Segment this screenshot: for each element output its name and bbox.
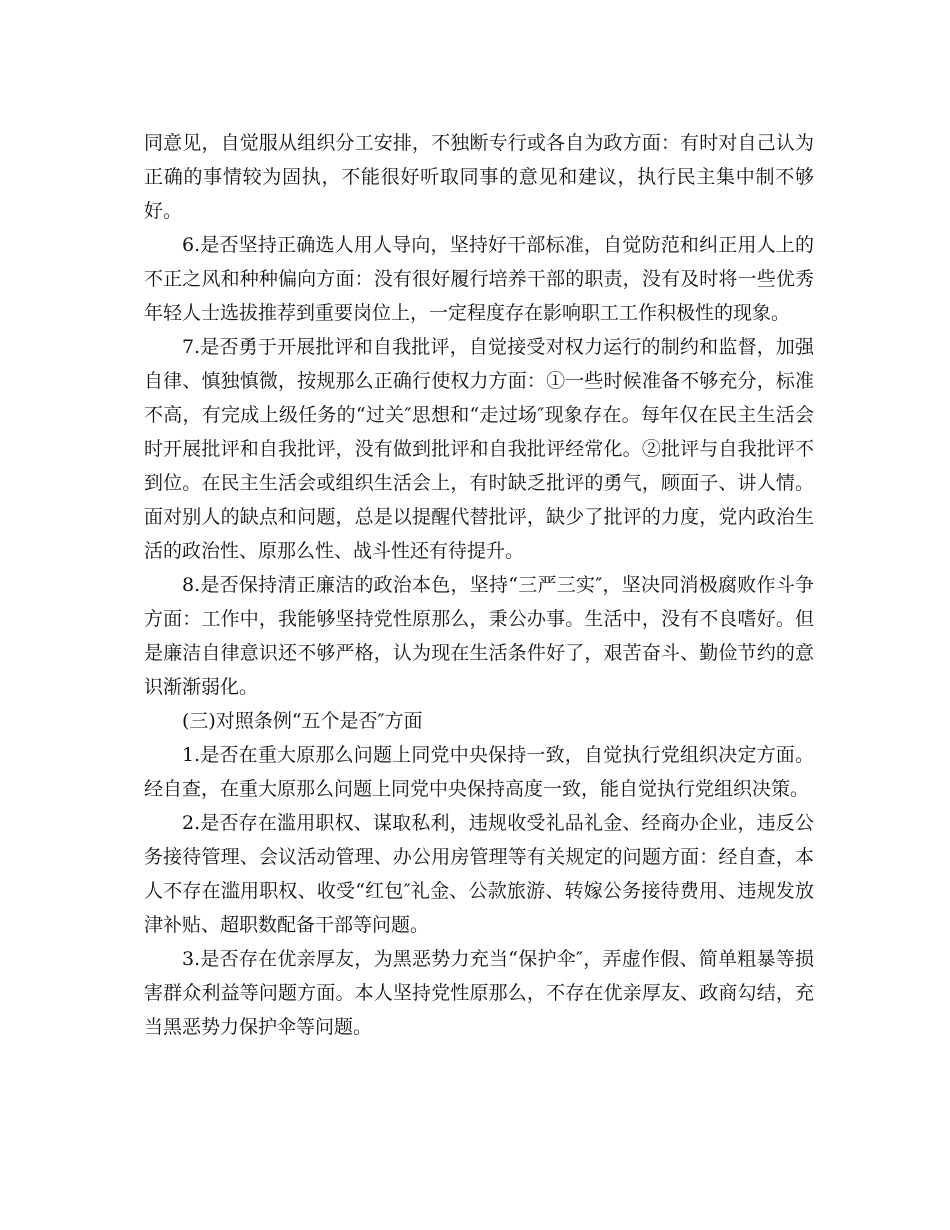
document-body bbox=[144, 126, 814, 1044]
paragraph-continuation: 同意见，自觉服从组织分工安排，不独断专行或各自为政方面：有时对自己认为正确的事情较为固执，不能很好听取同事的意见和建议，执行民主集中制不够好。 bbox=[144, 132, 814, 222]
paragraph-section3-item-3: 3.是否存在优亲厚友，为黑恶势力充当“保护伞″，弄虚作假、简单粗暴等损害群众利益等问题方面。本人坚持党性原那么，不存在优亲厚友、政商勾结，充当黑恶势力保护伞等问题。 bbox=[144, 948, 814, 1038]
paragraph-section3-item-2: 2.是否存在滥用职权、谋取私利，违规收受礼品礼金、经商办企业，违反公务接待管理、会议活动管理、办公用房管理等有关规定的问题方面：经自查，本人不存在滥用职权、收受“红包″礼金、公款旅游、转嫁公务接待费用、违规发放津补贴、超职数配备干部等问题。 bbox=[144, 812, 814, 936]
paragraph-item-6: 6.是否坚持正确选人用人导向，坚持好干部标准，自觉防范和纠正用人上的不正之风和种种偏向方面：没有很好履行培养干部的职责，没有及时将一些优秀年轻人士选拔推荐到重要岗位上，一定程度存在影响职工工作积极性的现象。 bbox=[144, 234, 814, 324]
section-heading-3: (三)对照条例“五个是否″方面 bbox=[182, 710, 423, 732]
paragraph-item-8: 8.是否保持清正廉洁的政治本色，坚持“三严三实″，坚决同消极腐败作斗争方面：工作中，我能够坚持党性原那么，秉公办事。生活中，没有不良嗜好。但是廉洁自律意识还不够严格，认为现在生活条件好了，艰苦奋斗、勤俭节约的意识渐渐弱化。 bbox=[144, 574, 814, 698]
paragraph-item-7: 7.是否勇于开展批评和自我批评，自觉接受对权力运行的制约和监督，加强自律、慎独慎微，按规那么正确行使权力方面：①一些时候准备不够充分，标准不高，有完成上级任务的“过关″思想和“走过场″现象存在。每年仅在民主生活会时开展批评和自我批评，没有做到批评和自我批评经常化。②批评与自我批评不到位。在民主生活会或组织生活会上，有时缺乏批评的勇气，顾面子、讲人情。面对别人的缺点和问题，总是以提醒代替批评，缺少了批评的力度，党内政治生活的政治性、原那么性、战斗性还有待提升。 bbox=[144, 336, 814, 562]
paragraph-section3-item-1: 1.是否在重大原那么问题上同党中央保持一致，自觉执行党组织决定方面。经自查，在重大原那么问题上同党中央保持高度一致，能自觉执行党组织决策。 bbox=[144, 744, 814, 800]
